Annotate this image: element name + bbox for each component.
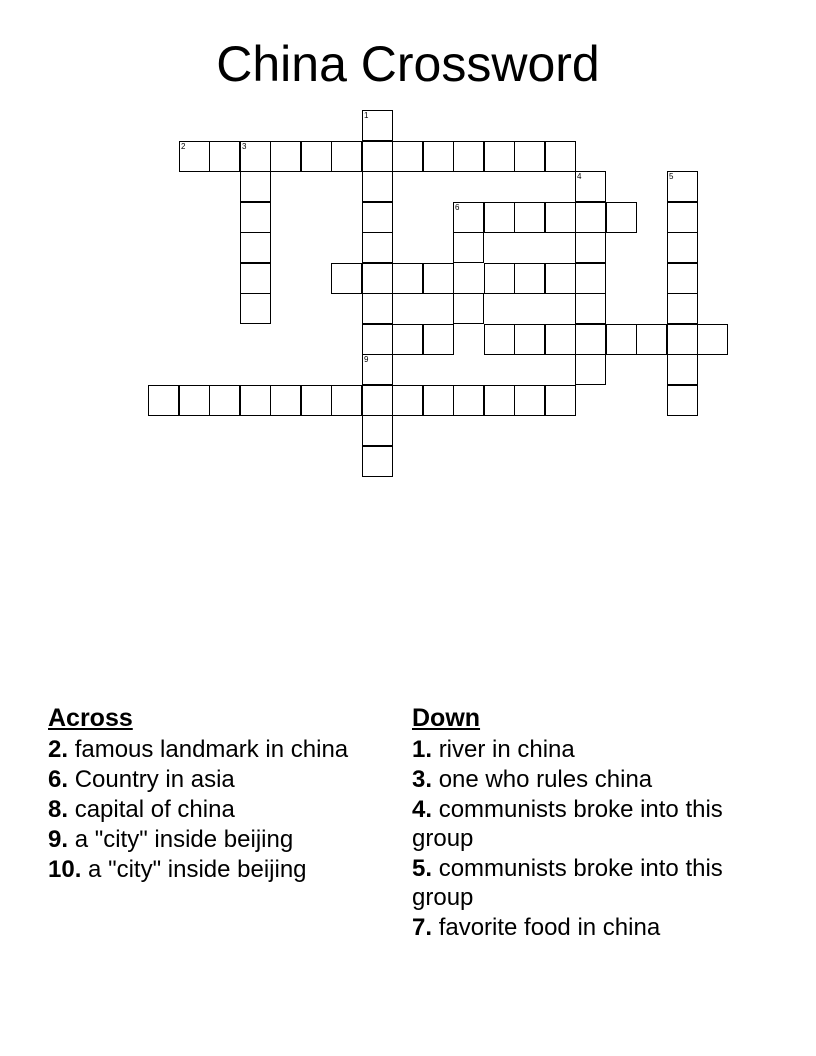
crossword-cell[interactable] bbox=[575, 202, 606, 233]
clue-number-label: 2 bbox=[181, 142, 186, 151]
crossword-cell[interactable] bbox=[667, 232, 698, 263]
clue-number-label: 5 bbox=[669, 172, 674, 181]
crossword-cell[interactable] bbox=[575, 324, 606, 355]
crossword-cell[interactable] bbox=[423, 385, 454, 416]
clue-text: a "city" inside beijing bbox=[74, 826, 294, 853]
across-clue bbox=[48, 825, 388, 854]
crossword-cell[interactable] bbox=[423, 141, 454, 172]
clue-number: 5. bbox=[412, 855, 433, 882]
crossword-cell[interactable] bbox=[179, 141, 210, 172]
clue-text: famous landmark in china bbox=[74, 736, 349, 763]
crossword-cell[interactable] bbox=[545, 202, 576, 233]
clue-text: communists broke into this group bbox=[412, 855, 723, 911]
crossword-cell[interactable] bbox=[484, 141, 515, 172]
crossword-cell[interactable] bbox=[636, 324, 667, 355]
crossword-cell[interactable] bbox=[667, 385, 698, 416]
crossword-cell[interactable] bbox=[545, 141, 576, 172]
crossword-cell[interactable] bbox=[453, 385, 484, 416]
clue-text: favorite food in china bbox=[438, 914, 661, 941]
crossword-cell[interactable] bbox=[331, 385, 362, 416]
crossword-cell[interactable] bbox=[362, 446, 393, 477]
clue-number-label: 1 bbox=[364, 111, 369, 120]
crossword-cell[interactable] bbox=[362, 354, 393, 385]
crossword-cell[interactable] bbox=[575, 293, 606, 324]
crossword-cell[interactable] bbox=[514, 202, 545, 233]
crossword-cell[interactable] bbox=[392, 324, 423, 355]
clue-number-label: 9 bbox=[364, 355, 369, 364]
crossword-cell[interactable] bbox=[484, 385, 515, 416]
clue-text: communists broke into this group bbox=[412, 796, 723, 852]
crossword-cell[interactable] bbox=[362, 385, 393, 416]
crossword-cell[interactable] bbox=[697, 324, 728, 355]
page-title: China Crossword bbox=[216, 36, 600, 92]
crossword-cell[interactable] bbox=[514, 324, 545, 355]
crossword-cell[interactable] bbox=[362, 171, 393, 202]
clue-text: one who rules china bbox=[438, 766, 653, 793]
crossword-cell[interactable] bbox=[423, 263, 454, 294]
crossword-cell[interactable] bbox=[606, 324, 637, 355]
down-clue bbox=[412, 795, 752, 853]
crossword-cell[interactable] bbox=[575, 232, 606, 263]
crossword-cell[interactable] bbox=[270, 385, 301, 416]
crossword-cell[interactable] bbox=[392, 141, 423, 172]
clue-number-label: 4 bbox=[577, 172, 582, 181]
crossword-cell[interactable] bbox=[301, 141, 332, 172]
across-clue bbox=[48, 855, 388, 884]
across-clue bbox=[48, 735, 388, 764]
crossword-cell[interactable] bbox=[148, 385, 179, 416]
crossword-cell[interactable] bbox=[240, 171, 271, 202]
crossword-cell[interactable] bbox=[453, 202, 484, 233]
crossword-cell[interactable] bbox=[484, 324, 515, 355]
crossword-cell[interactable] bbox=[362, 110, 393, 141]
crossword-cell[interactable] bbox=[362, 415, 393, 446]
crossword-cell[interactable] bbox=[209, 141, 240, 172]
crossword-cell[interactable] bbox=[667, 171, 698, 202]
crossword-cell[interactable] bbox=[545, 263, 576, 294]
clue-number: 8. bbox=[48, 796, 69, 823]
crossword-cell[interactable] bbox=[514, 385, 545, 416]
crossword-cell[interactable] bbox=[667, 293, 698, 324]
crossword-cell[interactable] bbox=[392, 385, 423, 416]
down-heading: Down bbox=[412, 704, 481, 732]
across-clue bbox=[48, 795, 388, 824]
crossword-cell[interactable] bbox=[240, 385, 271, 416]
crossword-cell[interactable] bbox=[545, 385, 576, 416]
crossword-cell[interactable] bbox=[331, 263, 362, 294]
across-clue bbox=[48, 765, 388, 794]
clue-number: 3. bbox=[412, 766, 433, 793]
crossword-cell[interactable] bbox=[453, 141, 484, 172]
crossword-cell[interactable] bbox=[240, 141, 271, 172]
down-clue bbox=[412, 854, 752, 912]
crossword-cell[interactable] bbox=[240, 293, 271, 324]
crossword-cell[interactable] bbox=[575, 354, 606, 385]
clue-number: 9. bbox=[48, 826, 69, 853]
crossword-cell[interactable] bbox=[362, 141, 393, 172]
crossword-grid bbox=[0, 0, 816, 520]
crossword-cell[interactable] bbox=[545, 324, 576, 355]
across-heading: Across bbox=[48, 704, 133, 732]
clue-number-label: 6 bbox=[455, 203, 460, 212]
clue-text: capital of china bbox=[74, 796, 235, 823]
clue-number: 4. bbox=[412, 796, 433, 823]
crossword-cell[interactable] bbox=[667, 354, 698, 385]
crossword-cell[interactable] bbox=[453, 232, 484, 263]
crossword-cell[interactable] bbox=[667, 202, 698, 233]
crossword-cell[interactable] bbox=[270, 141, 301, 172]
down-clue bbox=[412, 735, 752, 764]
crossword-cell[interactable] bbox=[484, 202, 515, 233]
crossword-cell[interactable] bbox=[606, 202, 637, 233]
clue-number-label: 3 bbox=[242, 142, 247, 151]
crossword-cell[interactable] bbox=[209, 385, 240, 416]
crossword-cell[interactable] bbox=[667, 263, 698, 294]
across-clues bbox=[48, 703, 388, 885]
crossword-cell[interactable] bbox=[484, 263, 515, 294]
crossword-cell[interactable] bbox=[362, 293, 393, 324]
crossword-cell[interactable] bbox=[240, 232, 271, 263]
crossword-cell[interactable] bbox=[240, 202, 271, 233]
clue-number: 7. bbox=[412, 914, 433, 941]
crossword-cell[interactable] bbox=[423, 324, 454, 355]
clue-number: 6. bbox=[48, 766, 69, 793]
clue-number: 2. bbox=[48, 736, 69, 763]
crossword-cell[interactable] bbox=[301, 385, 332, 416]
clue-number: 10. bbox=[48, 856, 82, 883]
crossword-cell[interactable] bbox=[240, 263, 271, 294]
crossword-cell[interactable] bbox=[575, 171, 606, 202]
clue-text: river in china bbox=[438, 736, 575, 763]
clue-text: a "city" inside beijing bbox=[88, 856, 307, 883]
crossword-cell[interactable] bbox=[575, 263, 606, 294]
crossword-cell[interactable] bbox=[667, 324, 698, 355]
crossword-cell[interactable] bbox=[362, 202, 393, 233]
crossword-cell[interactable] bbox=[392, 263, 423, 294]
clue-number: 1. bbox=[412, 736, 433, 763]
crossword-cell[interactable] bbox=[362, 263, 393, 294]
crossword-cell[interactable] bbox=[331, 141, 362, 172]
crossword-cell[interactable] bbox=[514, 263, 545, 294]
clue-text: Country in asia bbox=[74, 766, 235, 793]
down-clues bbox=[412, 703, 752, 943]
crossword-cell[interactable] bbox=[179, 385, 210, 416]
crossword-cell[interactable] bbox=[362, 232, 393, 263]
down-clue bbox=[412, 913, 752, 942]
down-clue bbox=[412, 765, 752, 794]
crossword-cell[interactable] bbox=[514, 141, 545, 172]
crossword-cell[interactable] bbox=[362, 324, 393, 355]
crossword-cell[interactable] bbox=[453, 293, 484, 324]
